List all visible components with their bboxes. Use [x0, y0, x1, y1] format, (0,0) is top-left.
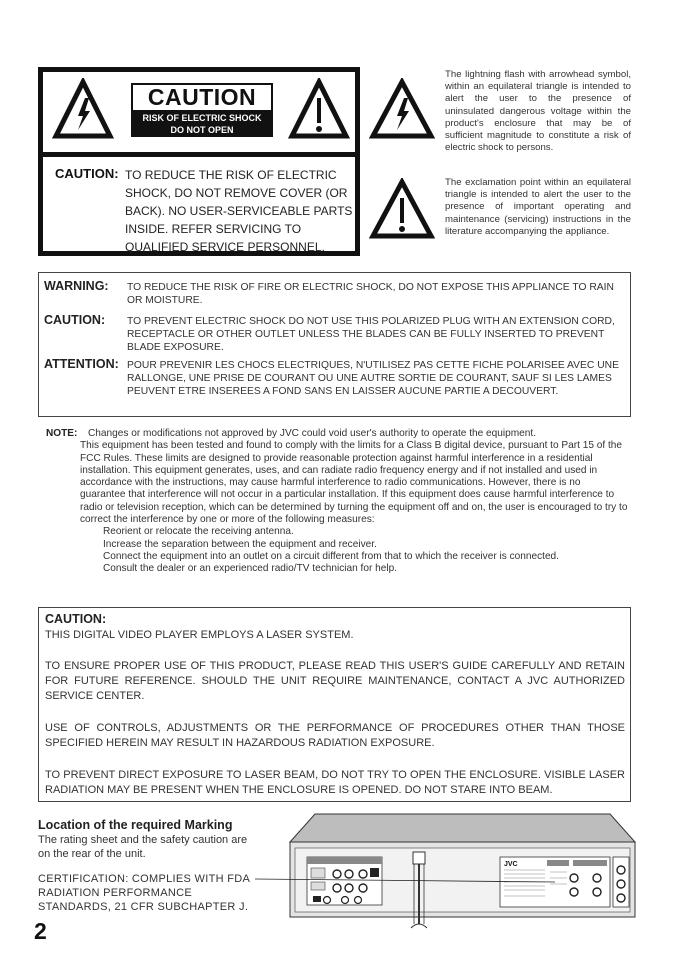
laser-caution-title: CAUTION:: [45, 612, 107, 626]
warning-label: WARNING:: [44, 279, 109, 293]
laser-caution-box: [38, 607, 631, 802]
caution-plug-label: CAUTION:: [44, 313, 106, 327]
laser-paragraph: USE OF CONTROLS, ADJUSTMENTS OR THE PERFORMANCE OF PROCEDURES OTHER THAN THOSE SPECIFIED HEREIN MAY RESULT IN HAZARDOUS RADIATION EXPOSURE.: [45, 722, 625, 749]
exclamation-triangle-icon: [288, 78, 350, 140]
measure-item: Reorient or relocate the receiving antenna.: [103, 526, 294, 538]
caution-plate-sub: [133, 110, 271, 135]
lightning-description: The lightning flash with arrowhead symbol, within an equilateral triangle is intended to alert the user to the presence of uninsulated dangerous voltage within the product's enclosure that may be of sufficient magnitude to constitute a risk of electric shock to persons.: [445, 69, 631, 154]
risk-shock-text: RISK OF ELECTRIC SHOCK: [142, 113, 262, 123]
note-line1: Changes or modifications not approved by JVC could void user's authority to operate the equipment.: [88, 428, 536, 439]
jvc-brand-label: JVC: [504, 861, 518, 868]
measure-item: Consult the dealer or an experienced radio/TV technician for help.: [103, 563, 398, 575]
page-number: 2: [34, 918, 47, 944]
note-body: [80, 428, 628, 576]
exclamation-description: The exclamation point within an equilateral triangle is intended to alert the user to the presence of important operating and maintenance (servicing) instructions in the literature accompanying the appliance.: [445, 177, 631, 237]
laser-paragraph: TO ENSURE PROPER USE OF THIS PRODUCT, PLEASE READ THIS USER'S GUIDE CAREFULLY AND RETAIN FOR FUTURE REFERENCE. SHOULD THE UNIT REQUIRE MAINTENANCE, CONTACT A JVC AUTHORIZED SERVICE CENTER.: [45, 660, 625, 702]
location-title: Location of the required Marking: [38, 818, 233, 832]
lightning-triangle-icon: [52, 78, 114, 140]
caution-plate-word: CAUTION: [133, 85, 271, 110]
laser-paragraph: TO PREVENT DIRECT EXPOSURE TO LASER BEAM, DO NOT TRY TO OPEN THE ENCLOSURE. VISIBLE LASER RADIATION MAY BE PRESENT WHEN THE ENCLOSURE IS OPENED. DO NOT STARE INTO BEAM.: [45, 769, 625, 796]
caution-box: [38, 67, 360, 256]
attention-text: POUR PREVENIR LES CHOCS ELECTRIQUES, N'UTILISEZ PAS CETTE FICHE POLARISEE AVEC UNE RALLONGE, UNE PRISE DE COURANT OU UNE AUTRE SORTIE DE COURANT, SAUF SI LES LAMES PEUVENT ETRE INSEREES A FOND SANS EN LAISSER AUCUNE PARTIE A DECOUVERT.: [127, 360, 619, 397]
attention-label: ATTENTION:: [44, 357, 119, 371]
caution-plate: [131, 83, 273, 137]
lightning-triangle-icon: [369, 78, 435, 140]
caution-text: TO REDUCE THE RISK OF ELECTRIC SHOCK, DO NOT REMOVE COVER (OR BACK). NO USER-SERVICEABLE PARTS INSIDE. REFER SERVICING TO QUALIFIED SERVICE PERSONNEL.: [125, 168, 353, 254]
do-not-open-text: DO NOT OPEN: [170, 124, 234, 135]
note-label: NOTE:: [46, 428, 78, 439]
location-text: The rating sheet and the safety caution are on the rear of the unit.: [38, 834, 248, 860]
measure-item: Increase the separation between the equipment and receiver.: [103, 538, 377, 550]
exclamation-triangle-icon: [369, 178, 435, 240]
device-rear-illustration: [255, 812, 640, 937]
caution-label: CAUTION:: [55, 166, 119, 181]
certification-text: CERTIFICATION: COMPLIES WITH FDA RADIATION PERFORMANCE STANDARDS, 21 CFR SUBCHAPTER J.: [38, 873, 250, 913]
measure-item: Connect the equipment into an outlet on a circuit different from that to which the receiver is connected.: [103, 550, 559, 562]
note-paragraph: This equipment has been tested and found to comply with the limits for a Class B digital device, pursuant to Part 15 of the FCC Rules. These limits are designed to provide reasonable protection against harmful interference in a residential installation. This equipment generates, uses, and can radiate radio frequency energy and if not installed and used in accordance with the instructions, may cause harmful interference to radio communications. However, there is no guarantee that interference will not occur in a particular installation. If this equipment does cause harmful interference to radio or television reception, which can be determined by turning the equipment off and on, the user is encouraged to try to correct the interference by one or more of the following measures:: [80, 440, 628, 526]
warning-box: [38, 272, 631, 417]
caution-plug-text: TO PREVENT ELECTRIC SHOCK DO NOT USE THIS POLARIZED PLUG WITH AN EXTENSION CORD, RECEPTACLE OR OTHER OUTLET UNLESS THE BLADES CAN BE FULLY INSERTED TO PREVENT BLADE EXPOSURE.: [127, 316, 615, 353]
divider: [43, 152, 355, 157]
warning-text: TO REDUCE THE RISK OF FIRE OR ELECTRIC SHOCK, DO NOT EXPOSE THIS APPLIANCE TO RAIN OR MOISTURE.: [127, 282, 614, 306]
laser-paragraph: THIS DIGITAL VIDEO PLAYER EMPLOYS A LASER SYSTEM.: [45, 629, 354, 641]
